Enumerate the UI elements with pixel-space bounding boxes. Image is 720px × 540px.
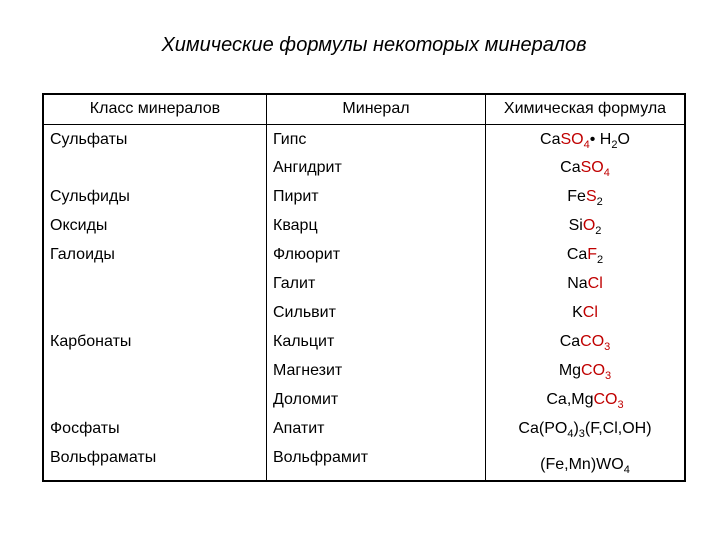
formula-part: F bbox=[587, 246, 598, 264]
formula-cell bbox=[486, 124, 686, 153]
mineral-name-cell: Пирит bbox=[267, 182, 486, 211]
mineral-class-cell: Сульфаты bbox=[43, 124, 267, 153]
formula-cell bbox=[486, 414, 686, 443]
formula-subscript: 4 bbox=[567, 427, 574, 440]
table-row bbox=[43, 211, 685, 240]
formula-part: (F,Cl,OH) bbox=[584, 419, 652, 437]
mineral-class-cell: Галоиды bbox=[43, 240, 267, 269]
table-row bbox=[43, 182, 685, 211]
header-class: Класс минералов bbox=[43, 94, 267, 124]
formula-cell bbox=[486, 269, 686, 298]
formula-part: CO bbox=[593, 390, 618, 408]
formula-part: CO bbox=[581, 361, 606, 379]
mineral-class-cell: Вольфраматы bbox=[43, 443, 267, 481]
table-row bbox=[43, 124, 685, 153]
mineral-name-cell: Ангидрит bbox=[267, 153, 486, 182]
mineral-class-cell bbox=[43, 298, 267, 327]
formula-part: Fe bbox=[567, 188, 586, 206]
formula-part: Ca,Mg bbox=[546, 390, 594, 408]
table-row bbox=[43, 385, 685, 414]
formula-subscript: 2 bbox=[597, 254, 604, 267]
formula-part: O bbox=[582, 217, 596, 235]
formula-subscript: 4 bbox=[583, 138, 590, 151]
formula-cell bbox=[486, 385, 686, 414]
table-row bbox=[43, 153, 685, 182]
table-row bbox=[43, 443, 685, 481]
formula-part: Cl bbox=[587, 275, 603, 293]
mineral-class-cell: Сульфиды bbox=[43, 182, 267, 211]
mineral-class-cell: Фосфаты bbox=[43, 414, 267, 443]
formula-cell bbox=[486, 182, 686, 211]
formula-subscript: 4 bbox=[623, 463, 630, 476]
formula-part: SO bbox=[560, 130, 584, 148]
mineral-class-cell: Карбонаты bbox=[43, 327, 267, 356]
table-row bbox=[43, 356, 685, 385]
formula-subscript: 3 bbox=[617, 398, 624, 411]
formula-cell bbox=[486, 298, 686, 327]
mineral-class-cell bbox=[43, 269, 267, 298]
formula-part: H bbox=[599, 130, 612, 148]
formula-part: Ca bbox=[566, 246, 588, 264]
formula-cell bbox=[486, 327, 686, 356]
page-title: Химические формулы некоторых минералов bbox=[161, 34, 587, 56]
formula-subscript: 3 bbox=[604, 340, 611, 353]
formula-part: Mg bbox=[558, 361, 582, 379]
formula-part: Na bbox=[567, 275, 588, 293]
formula-subscript: 2 bbox=[596, 196, 603, 209]
table-row bbox=[43, 240, 685, 269]
mineral-class-cell: Оксиды bbox=[43, 211, 267, 240]
formula-part: S bbox=[585, 188, 597, 206]
formula-cell bbox=[486, 356, 686, 385]
mineral-name-cell: Галит bbox=[267, 269, 486, 298]
formula-subscript: 3 bbox=[605, 369, 612, 382]
mineral-name-cell: Доломит bbox=[267, 385, 486, 414]
mineral-name-cell: Кварц bbox=[267, 211, 486, 240]
formula-part: SO bbox=[580, 159, 604, 177]
formula-part: (Fe,Mn)WO bbox=[540, 455, 624, 473]
table-row bbox=[43, 414, 685, 443]
formula-part: Si bbox=[568, 217, 583, 235]
header-mineral: Минерал bbox=[267, 94, 486, 124]
formula-part: Ca bbox=[560, 159, 581, 177]
mineral-class-cell bbox=[43, 385, 267, 414]
table-header-row bbox=[43, 94, 685, 124]
mineral-name-cell: Кальцит bbox=[267, 327, 486, 356]
formula-part: Cl bbox=[582, 304, 598, 322]
mineral-name-cell: Флюорит bbox=[267, 240, 486, 269]
mineral-name-cell: Апатит bbox=[267, 414, 486, 443]
formula-cell bbox=[486, 443, 686, 481]
formula-subscript: 3 bbox=[578, 427, 585, 440]
formula-part: CO bbox=[580, 332, 605, 350]
header-formula: Химическая формула bbox=[486, 94, 686, 124]
formula-part: • bbox=[589, 130, 600, 148]
table-row bbox=[43, 269, 685, 298]
formula-part: K bbox=[572, 304, 583, 322]
formula-part: Ca(PO bbox=[518, 419, 568, 437]
mineral-name-cell: Гипс bbox=[267, 124, 486, 153]
mineral-class-cell bbox=[43, 356, 267, 385]
formula-part: Ca bbox=[559, 332, 581, 350]
mineral-class-cell bbox=[43, 153, 267, 182]
table-row bbox=[43, 298, 685, 327]
formula-subscript: 2 bbox=[595, 225, 602, 238]
formula-part: O bbox=[617, 130, 630, 148]
formula-subscript: 2 bbox=[611, 138, 618, 151]
formula-subscript: 4 bbox=[603, 167, 610, 180]
mineral-name-cell: Вольфрамит bbox=[267, 443, 486, 481]
formula-part: Ca bbox=[540, 130, 561, 148]
formula-cell bbox=[486, 211, 686, 240]
formula-part: ) bbox=[573, 419, 579, 437]
mineral-name-cell: Сильвит bbox=[267, 298, 486, 327]
mineral-name-cell: Магнезит bbox=[267, 356, 486, 385]
formula-cell bbox=[486, 153, 686, 182]
table-row bbox=[43, 327, 685, 356]
formula-cell bbox=[486, 240, 686, 269]
minerals-table bbox=[42, 93, 686, 482]
